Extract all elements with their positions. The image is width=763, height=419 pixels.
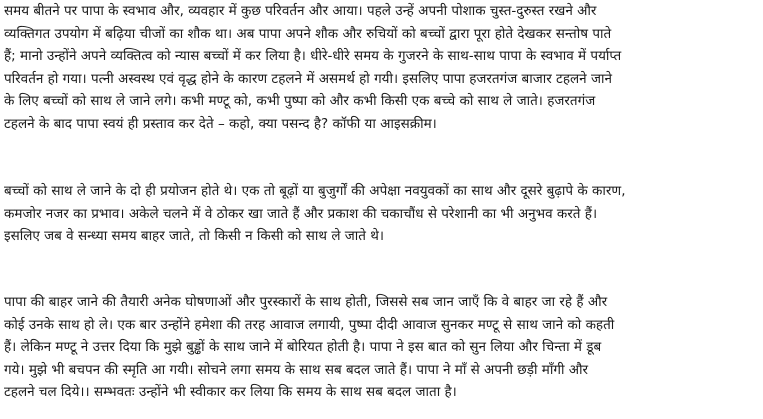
text-line: टहलने के बाद पापा स्वयं ही प्रस्ताव कर देते – कहो, क्या पसन्द है? कॉफी या आइसक्रीम।	[4, 115, 437, 132]
text-line: टहलने चल दिये।। सम्भवतः उन्होंने भी स्वीकार कर लिया कि समय के साथ सब बदल जाता है।	[4, 384, 457, 401]
text-line: हैं; मानो उन्होंने अपने व्यक्तित्व को न्यास बच्चों में कर लिया है। धीरे-धीरे समय के गुजरने के साथ-साथ पापा के स्वभाव में पर्याप्त	[4, 48, 622, 65]
paragraph	[4, 291, 614, 404]
text-line: के लिए बच्चों को साथ ले जाने लगे। कभी मण्टू को, कभी पुष्पा को और कभी किसी एक बच्चे को साथ ले जाते। हजरतगंज	[4, 93, 596, 110]
text-line: कोई उनके साथ हो ले। एक बार उन्होंने हमेशा की तरह आवाज लगायी, पुष्पा दीदी आवाज सुनकर मण्टू से साथ जाने को कहती	[4, 316, 615, 333]
text-line: इसलिए जब वे सन्ध्या समय बाहर जाते, तो किसी न किसी को साथ ले जाते थे।	[4, 228, 385, 245]
paragraph	[4, 0, 621, 136]
text-line: परिवर्तन हो गया। पत्नी अस्वस्थ एवं वृद्ध होने के कारण टहलने में असमर्थ हो गयी। इसलिए पापा हजरतगंज बाजार टहलने जाने	[4, 70, 612, 87]
text-line: गये। मुझे भी बचपन की स्मृति आ गयी। सोचने लगा समय के साथ सब बदल जाते हैं। पापा ने माँ से अपनी छड़ी माँगी और	[4, 361, 589, 378]
text-line: बच्चों को साथ ले जाने के दो ही प्रयोजन होते थे। एक तो बूढ़ों या बुजुर्गों की अपेक्षा नवयुवकों का साथ और दूसरे बुढ़ापे के कारण,	[4, 183, 626, 199]
text-line: व्यक्तिगत उपयोग में बढ़िया चीजों का शौक था। अब पापा अपने शौक और रुचियों को बच्चों द्वारा पूरा होते देखकर सन्तोष पाते	[4, 25, 612, 42]
text-line: समय बीतने पर पापा के स्वभाव और, व्यवहार में कुछ परिवर्तन और आया। पहले उन्हें अपनी पोशाक चुस्त-दुरुस्त रखने और	[4, 3, 597, 19]
text-line: पापा की बाहर जाने की तैयारी अनेक घोषणाओं और पुरस्कारों के साथ होती, जिससे सब जान जाएँ कि वे बाहर जा रहे हैं और	[4, 294, 608, 310]
text-line: हैं। लेकिन मण्टू ने उत्तर दिया कि मुझे बुड्ढों के साथ जाने में बोरियत होती है। पापा ने इस बात को सुन लिया और चिन्ता में डूब	[4, 339, 602, 356]
text-line: कमजोर नजर का प्रभाव। अकेले चलने में वे ठोकर खा जाते हैं और प्रकाश की चकाचौंध से परेशानी का भी अनुभव करते हैं।	[4, 205, 598, 222]
paragraph	[4, 180, 625, 248]
